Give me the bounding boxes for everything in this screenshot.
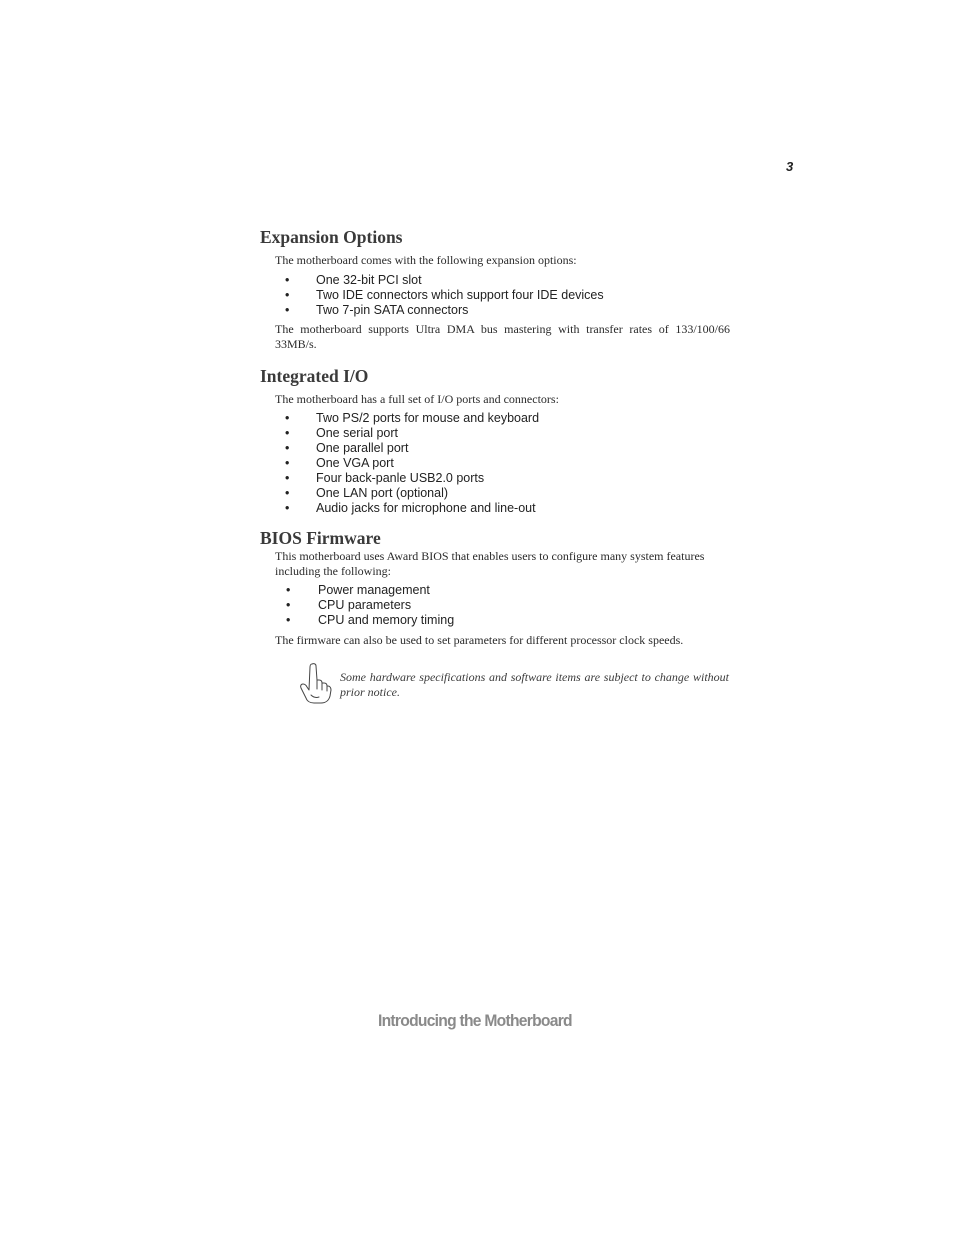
list-item: • Power management bbox=[286, 583, 430, 597]
list-item: • Two IDE connectors which support four IDE devices bbox=[285, 288, 604, 302]
expansion-closing: The motherboard supports Ultra DMA bus mastering with transfer rates of 133/100/66 33MB/s. bbox=[275, 322, 730, 351]
bullet-icon: • bbox=[285, 411, 290, 425]
bios-closing: The firmware can also be used to set parameters for different processor clock speeds. bbox=[275, 633, 684, 647]
bullet-icon: • bbox=[285, 486, 290, 500]
list-item: • One VGA port bbox=[285, 456, 394, 470]
pointing-hand-icon bbox=[298, 662, 334, 704]
io-list bbox=[285, 411, 539, 516]
expansion-intro: The motherboard comes with the following expansion options: bbox=[275, 253, 577, 267]
list-item: • Two 7-pin SATA connectors bbox=[285, 303, 469, 317]
bullet-icon: • bbox=[285, 288, 290, 302]
bullet-icon: • bbox=[285, 426, 290, 440]
list-item: • CPU and memory timing bbox=[286, 613, 455, 627]
bios-firmware-heading: BIOS Firmware bbox=[260, 528, 381, 548]
list-item: • Four back-panle USB2.0 ports bbox=[285, 471, 485, 485]
bullet-icon: • bbox=[286, 598, 291, 612]
io-intro: The motherboard has a full set of I/O ports and connectors: bbox=[275, 392, 559, 406]
footer-chapter-title: Introducing the Motherboard bbox=[378, 1011, 572, 1030]
expansion-list bbox=[285, 273, 604, 318]
list-item: • CPU parameters bbox=[286, 598, 412, 612]
bullet-icon: • bbox=[285, 303, 290, 317]
bullet-icon: • bbox=[285, 471, 290, 485]
bullet-icon: • bbox=[285, 501, 290, 515]
bios-intro: This motherboard uses Award BIOS that enables users to configure many system features including the following: bbox=[275, 549, 705, 578]
bullet-icon: • bbox=[285, 273, 290, 287]
list-item: • One LAN port (optional) bbox=[285, 486, 449, 500]
expansion-options-heading: Expansion Options bbox=[260, 227, 403, 247]
list-item: • Audio jacks for microphone and line-out bbox=[285, 501, 536, 515]
bullet-icon: • bbox=[285, 456, 290, 470]
bullet-icon: • bbox=[286, 583, 291, 597]
list-item: • One 32-bit PCI slot bbox=[285, 273, 422, 287]
note-text: Some hardware specifications and software items are subject to change without prior notice. bbox=[340, 670, 729, 699]
bios-list bbox=[286, 583, 454, 628]
list-item: • Two PS/2 ports for mouse and keyboard bbox=[285, 411, 540, 425]
list-item: • One serial port bbox=[285, 426, 398, 440]
page-number: 3 bbox=[786, 159, 794, 174]
bullet-icon: • bbox=[285, 441, 290, 455]
list-item: • One parallel port bbox=[285, 441, 409, 455]
bullet-icon: • bbox=[286, 613, 291, 627]
integrated-io-heading: Integrated I/O bbox=[260, 366, 369, 386]
